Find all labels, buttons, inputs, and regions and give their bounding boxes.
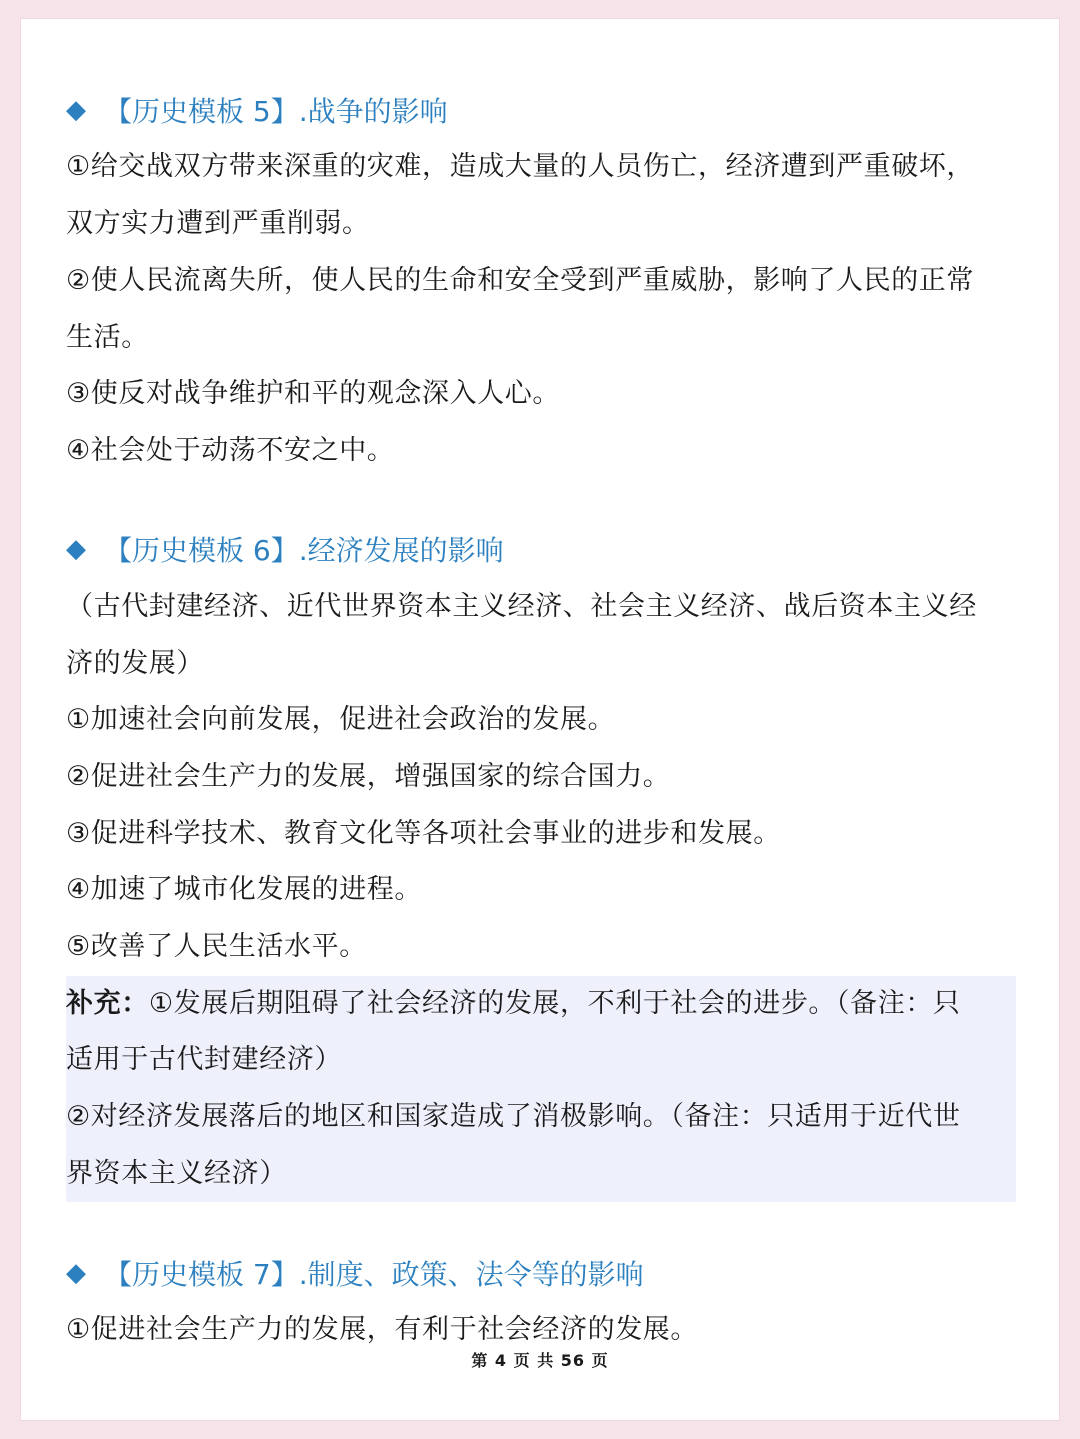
supplement-line: 界资本主义经济） bbox=[66, 1158, 287, 1189]
text-line: ③使反对战争维护和平的观念深入人心。 bbox=[66, 378, 561, 409]
text-line: 双方实力遭到严重削弱。 bbox=[66, 208, 370, 239]
section-heading-text: 【历史模板 5】.战争的影响 bbox=[104, 95, 448, 128]
supplement-text: ①发展后期阻碍了社会经济的发展，不利于社会的进步。（备注：只 bbox=[148, 988, 961, 1019]
text-line: ②使人民流离失所，使人民的生命和安全受到严重威胁，影响了人民的正常 bbox=[66, 265, 975, 296]
supplement-line bbox=[66, 984, 1016, 1024]
text-line: ①促进社会生产力的发展，有利于社会经济的发展。 bbox=[66, 1314, 699, 1345]
text-line: ③促进科学技术、教育文化等各项社会事业的进步和发展。 bbox=[66, 818, 781, 849]
text-line: 生活。 bbox=[66, 322, 149, 353]
section-heading-6 bbox=[66, 529, 504, 569]
text-line: ①加速社会向前发展，促进社会政治的发展。 bbox=[66, 704, 616, 735]
diamond-bullet-icon: ◆ bbox=[66, 95, 86, 125]
supplement-line: ②对经济发展落后的地区和国家造成了消极影响。（备注：只适用于近代世 bbox=[66, 1101, 961, 1132]
supplement-label: 补充： bbox=[66, 988, 149, 1019]
section-heading-text: 【历史模板 7】.制度、政策、法令等的影响 bbox=[104, 1258, 644, 1291]
text-line: ②促进社会生产力的发展，增强国家的综合国力。 bbox=[66, 761, 671, 792]
text-line: 济的发展） bbox=[66, 648, 204, 679]
text-line: ①给交战双方带来深重的灾难，造成大量的人员伤亡，经济遭到严重破坏， bbox=[66, 151, 975, 182]
diamond-bullet-icon: ◆ bbox=[66, 1258, 86, 1288]
page-number-footer: 第 4 页 共 56 页 bbox=[471, 1351, 609, 1370]
section-heading-7 bbox=[66, 1253, 644, 1293]
text-line: （古代封建经济、近代世界资本主义经济、社会主义经济、战后资本主义经 bbox=[66, 591, 977, 622]
section-heading-5 bbox=[66, 90, 448, 130]
supplement-line: 适用于古代封建经济） bbox=[66, 1044, 342, 1075]
diamond-bullet-icon: ◆ bbox=[66, 534, 86, 564]
section-heading-text: 【历史模板 6】.经济发展的影响 bbox=[104, 534, 504, 567]
text-line: ④社会处于动荡不安之中。 bbox=[66, 435, 395, 466]
text-line: ④加速了城市化发展的进程。 bbox=[66, 874, 423, 905]
text-line: ⑤改善了人民生活水平。 bbox=[66, 931, 367, 962]
